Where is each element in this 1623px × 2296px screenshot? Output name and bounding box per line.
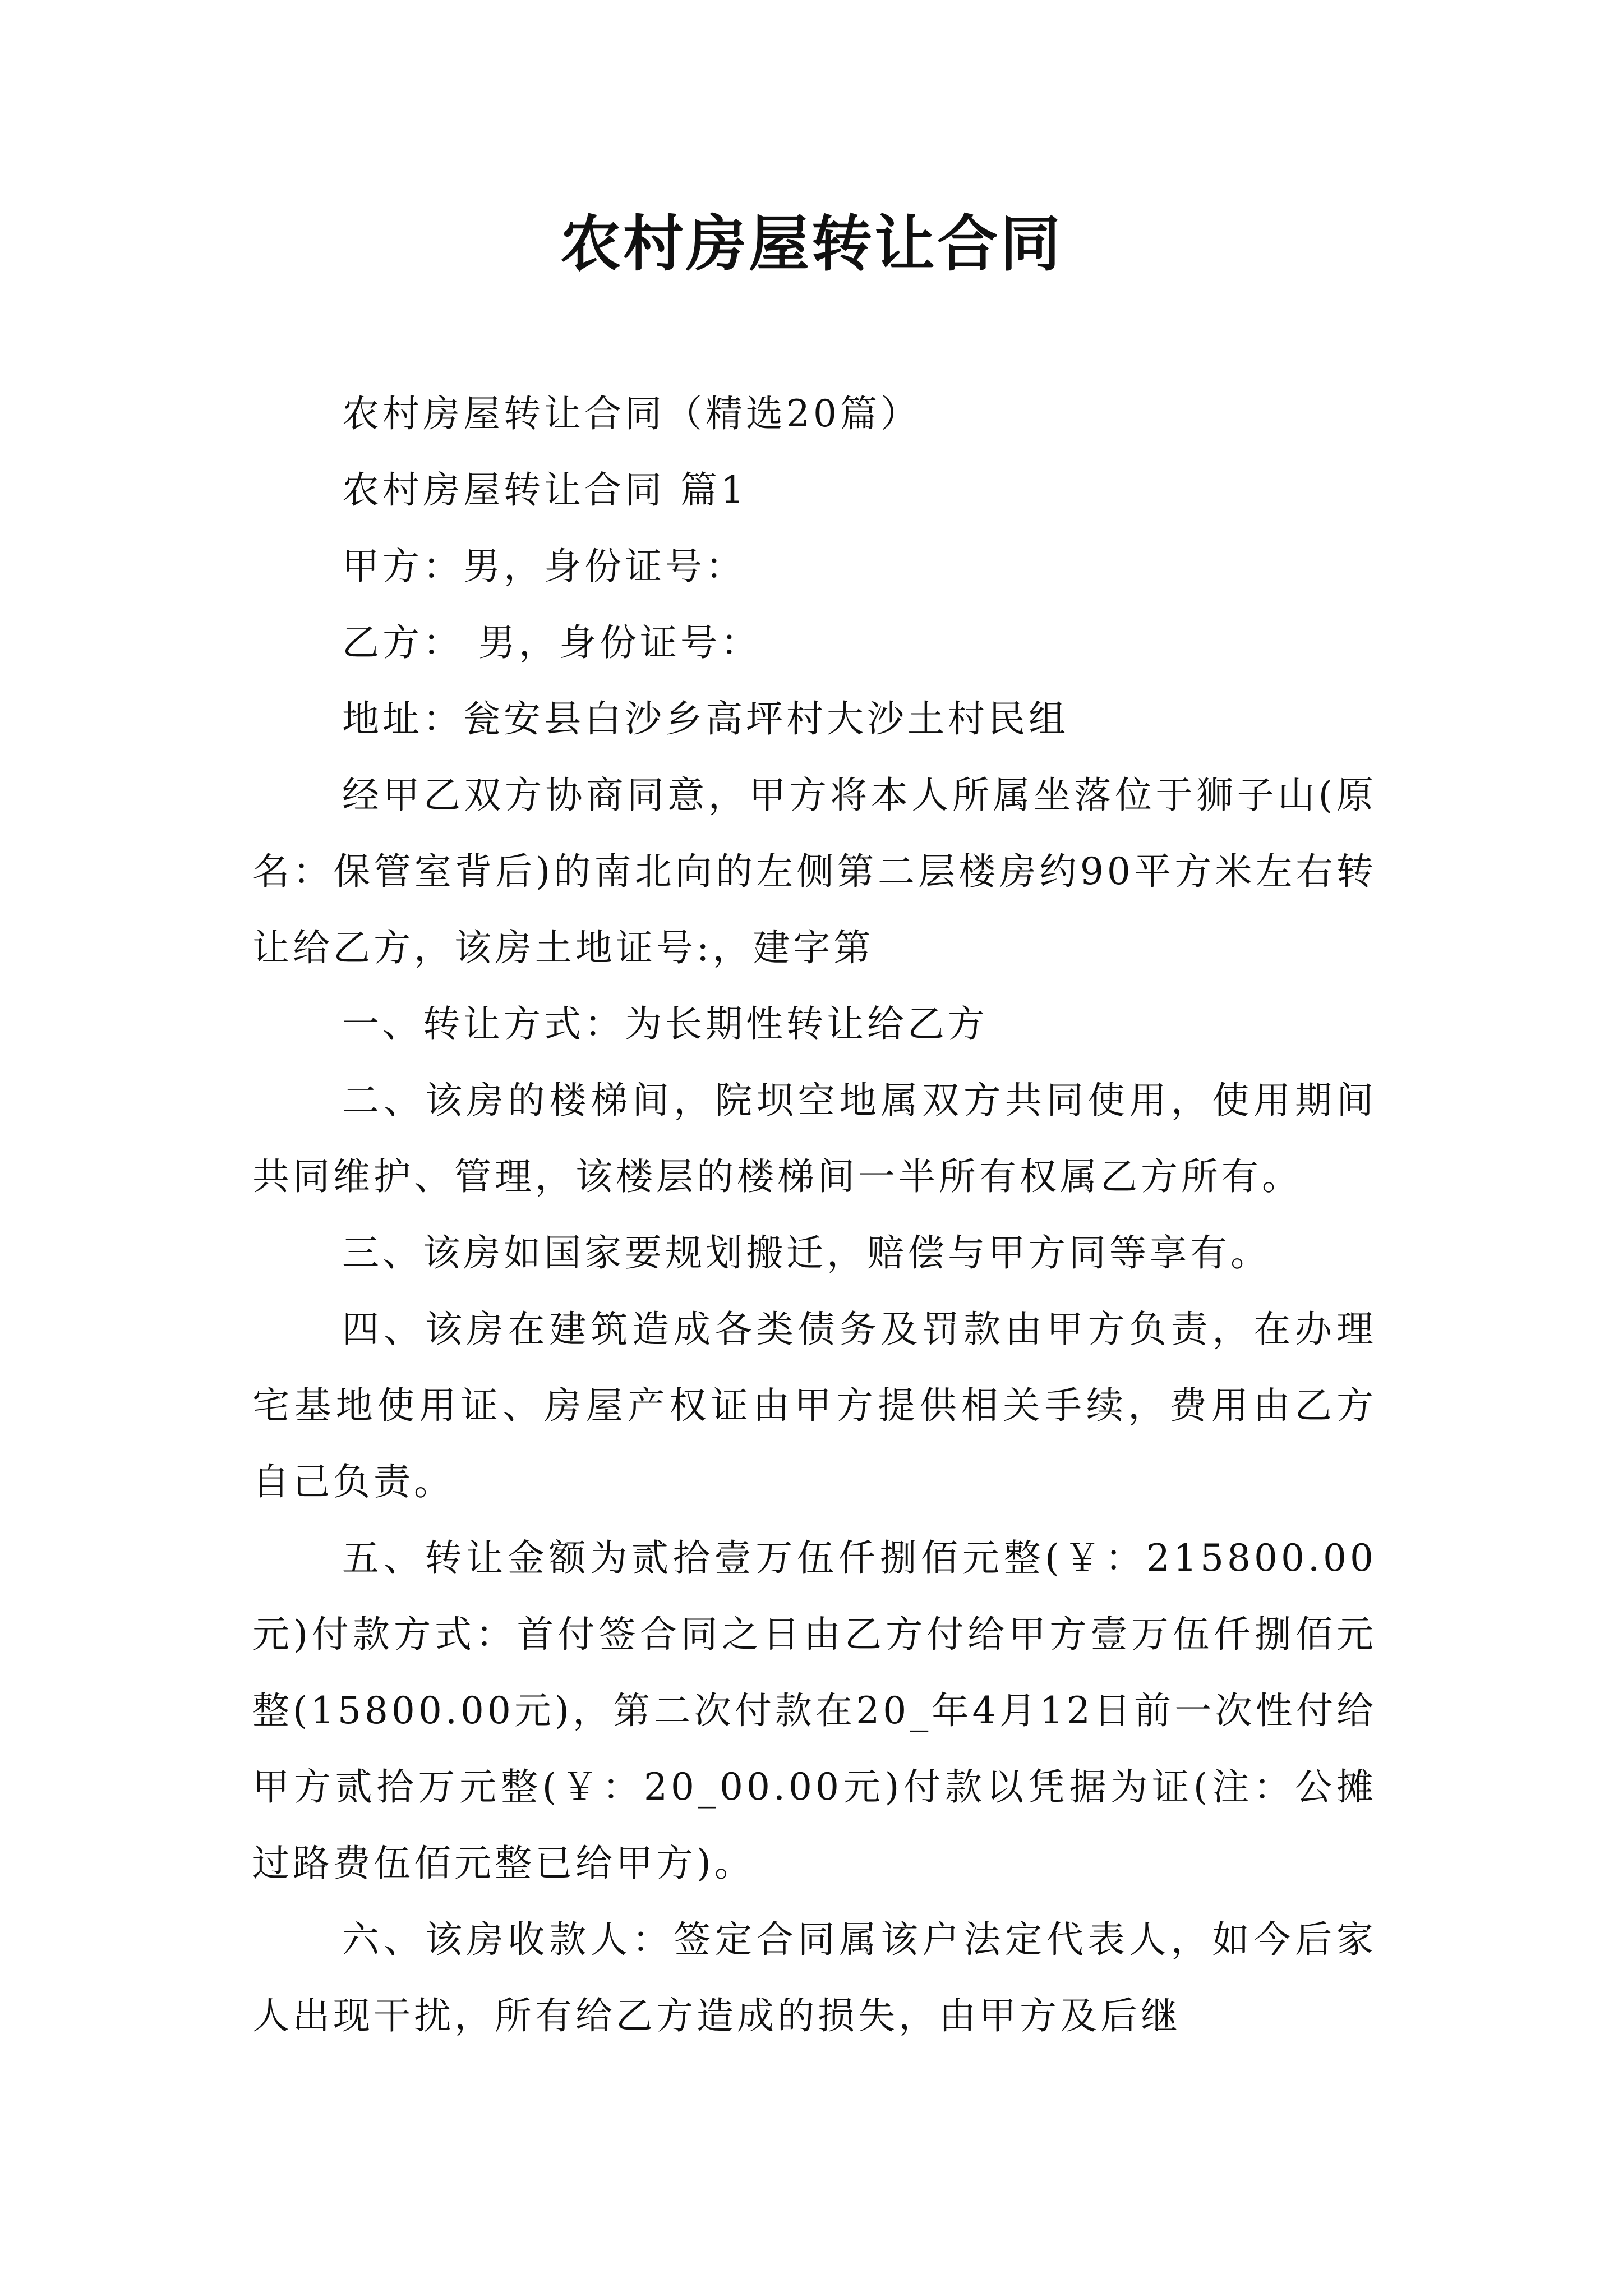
paragraph-section-heading: 农村房屋转让合同 篇1	[342, 468, 748, 512]
paragraph-clause-6: 六、该房收款人：签定合同属该户法定代表人，如今后家人出现干扰，所有给乙方造成的损失，由甲方及后继	[252, 1918, 1377, 2037]
paragraph-party-a: 甲方：男，身份证号：	[342, 545, 746, 588]
document-body	[252, 376, 1377, 2054]
paragraph-clause-5: 五、转让金额为贰拾壹万伍仟捌佰元整(￥：215800.00元)付款方式：首付签合同之日由乙方付给甲方壹万伍仟捌佰元整(15800.00元)，第二次付款在20_年4月12日前一次性付给甲方贰拾万元整(￥：20_00.00元)付款以凭据为证(注：公摊过路费伍佰元整已给甲方)。	[252, 1536, 1377, 1885]
paragraph-party-b: 乙方： 男，身份证号：	[342, 621, 761, 664]
paragraph-clause-4: 四、该房在建筑造成各类债务及罚款由甲方负责，在办理宅基地使用证、房屋产权证由甲方提供相关手续，费用由乙方自己负责。	[252, 1308, 1377, 1503]
document-title: 农村房屋转让合同	[560, 209, 1063, 279]
paragraph-address: 地址：瓮安县白沙乡高坪村大沙土村民组	[342, 697, 1069, 740]
paragraph-clause-3: 三、该房如国家要规划搬迁，赔偿与甲方同等享有。	[342, 1231, 1271, 1274]
paragraph-agreement: 经甲乙双方协商同意，甲方将本人所属坐落位于狮子山(原名：保管室背后)的南北向的左侧第二层楼房约90平方米左右转让给乙方，该房土地证号:，建字第	[252, 774, 1377, 969]
paragraph-subtitle: 农村房屋转让合同（精选20篇）	[342, 392, 921, 435]
paragraph-clause-1: 一、转让方式：为长期性转让给乙方	[342, 1002, 988, 1046]
paragraph-clause-2: 二、该房的楼梯间，院坝空地属双方共同使用，使用期间共同维护、管理，该楼层的楼梯间一半所有权属乙方所有。	[252, 1079, 1377, 1198]
